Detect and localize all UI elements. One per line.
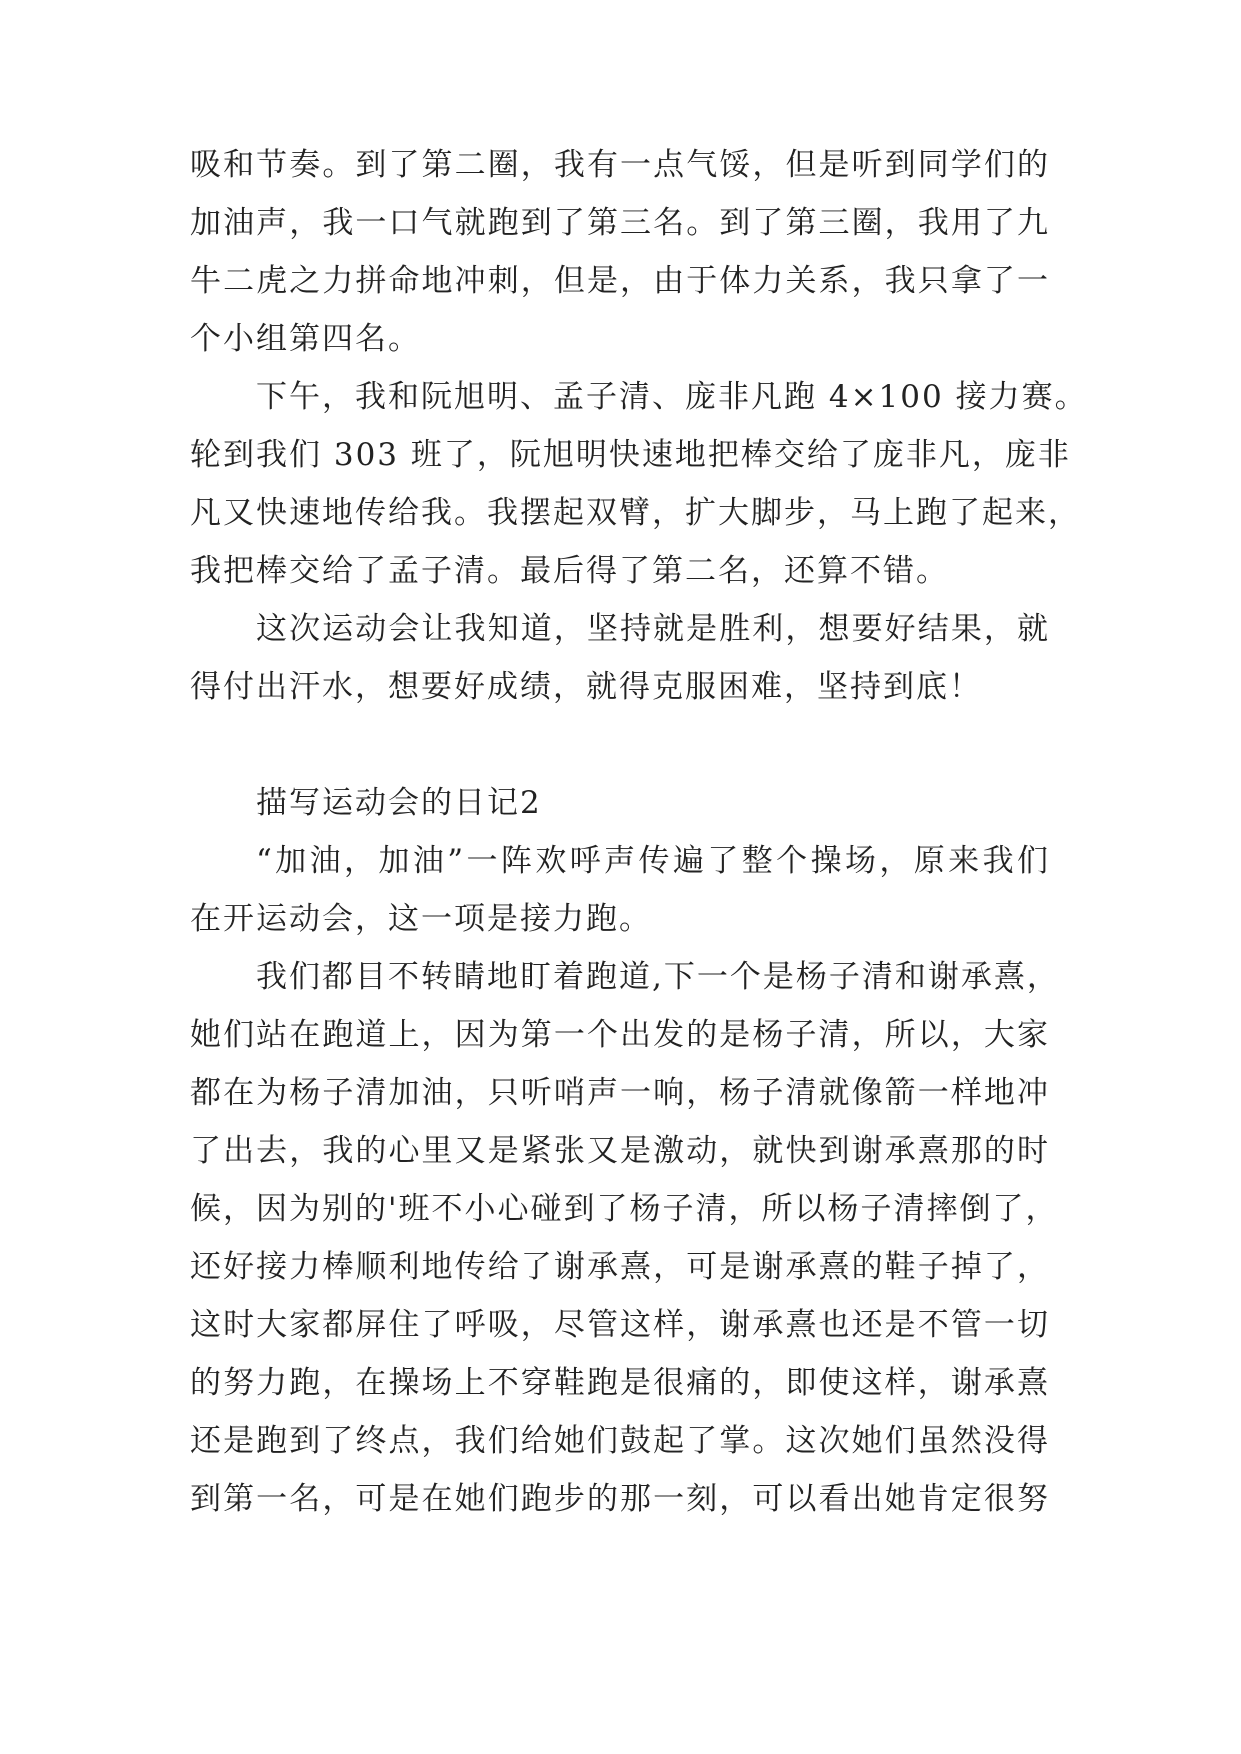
- text-line: 这次运动会让我知道，坚持就是胜利，想要好结果，就: [256, 611, 1050, 647]
- text-line: 轮到我们 303 班了，阮旭明快速地把棒交给了庞非凡，庞非: [190, 437, 1071, 473]
- text-line: 了出去，我的心里又是紧张又是激动，就快到谢承熹那的时: [190, 1133, 1050, 1169]
- section-title: 描写运动会的日记2: [256, 785, 542, 821]
- text-line: 个小组第四名。: [190, 321, 421, 357]
- text-line: 候，因为别的'班不小心碰到了杨子清，所以杨子清摔倒了，: [190, 1191, 1059, 1227]
- text-line: 牛二虎之力拼命地冲刺，但是，由于体力关系，我只拿了一: [190, 263, 1050, 299]
- text-line: “加油，加油”一阵欢呼声传遍了整个操场，原来我们: [256, 843, 1050, 879]
- text-line: 凡又快速地传给我。我摆起双臂，扩大脚步，马上跑了起来，: [190, 495, 1081, 531]
- text-line: 这时大家都屏住了呼吸，尽管这样，谢承熹也还是不管一切: [190, 1307, 1050, 1343]
- text-line: 还是跑到了终点，我们给她们鼓起了掌。这次她们虽然没得: [190, 1423, 1050, 1459]
- text-line: 吸和节奏。到了第二圈，我有一点气馁，但是听到同学们的: [190, 147, 1050, 183]
- text-line: 在开运动会，这一项是接力跑。: [190, 901, 652, 937]
- text-line: 得付出汗水，想要好成绩，就得克服困难，坚持到底！: [190, 669, 982, 705]
- text-line: 到第一名，可是在她们跑步的那一刻，可以看出她肯定很努: [190, 1481, 1050, 1517]
- text-line: 下午，我和阮旭明、孟子清、庞非凡跑 4×100 接力赛。: [256, 379, 1088, 415]
- text-line: 加油声，我一口气就跑到了第三名。到了第三圈，我用了九: [190, 205, 1050, 241]
- text-line: 她们站在跑道上，因为第一个出发的是杨子清，所以，大家: [190, 1017, 1050, 1053]
- text-line: 的努力跑，在操场上不穿鞋跑是很痛的，即使这样，谢承熹: [190, 1365, 1050, 1401]
- text-line: 还好接力棒顺利地传给了谢承熹，可是谢承熹的鞋子掉了，: [190, 1249, 1050, 1285]
- text-line: 我们都目不转睛地盯着跑道,下一个是杨子清和谢承熹，: [256, 959, 1060, 995]
- text-line: 都在为杨子清加油，只听哨声一响，杨子清就像箭一样地冲: [190, 1075, 1050, 1111]
- text-line: 我把棒交给了孟子清。最后得了第二名，还算不错。: [190, 553, 949, 589]
